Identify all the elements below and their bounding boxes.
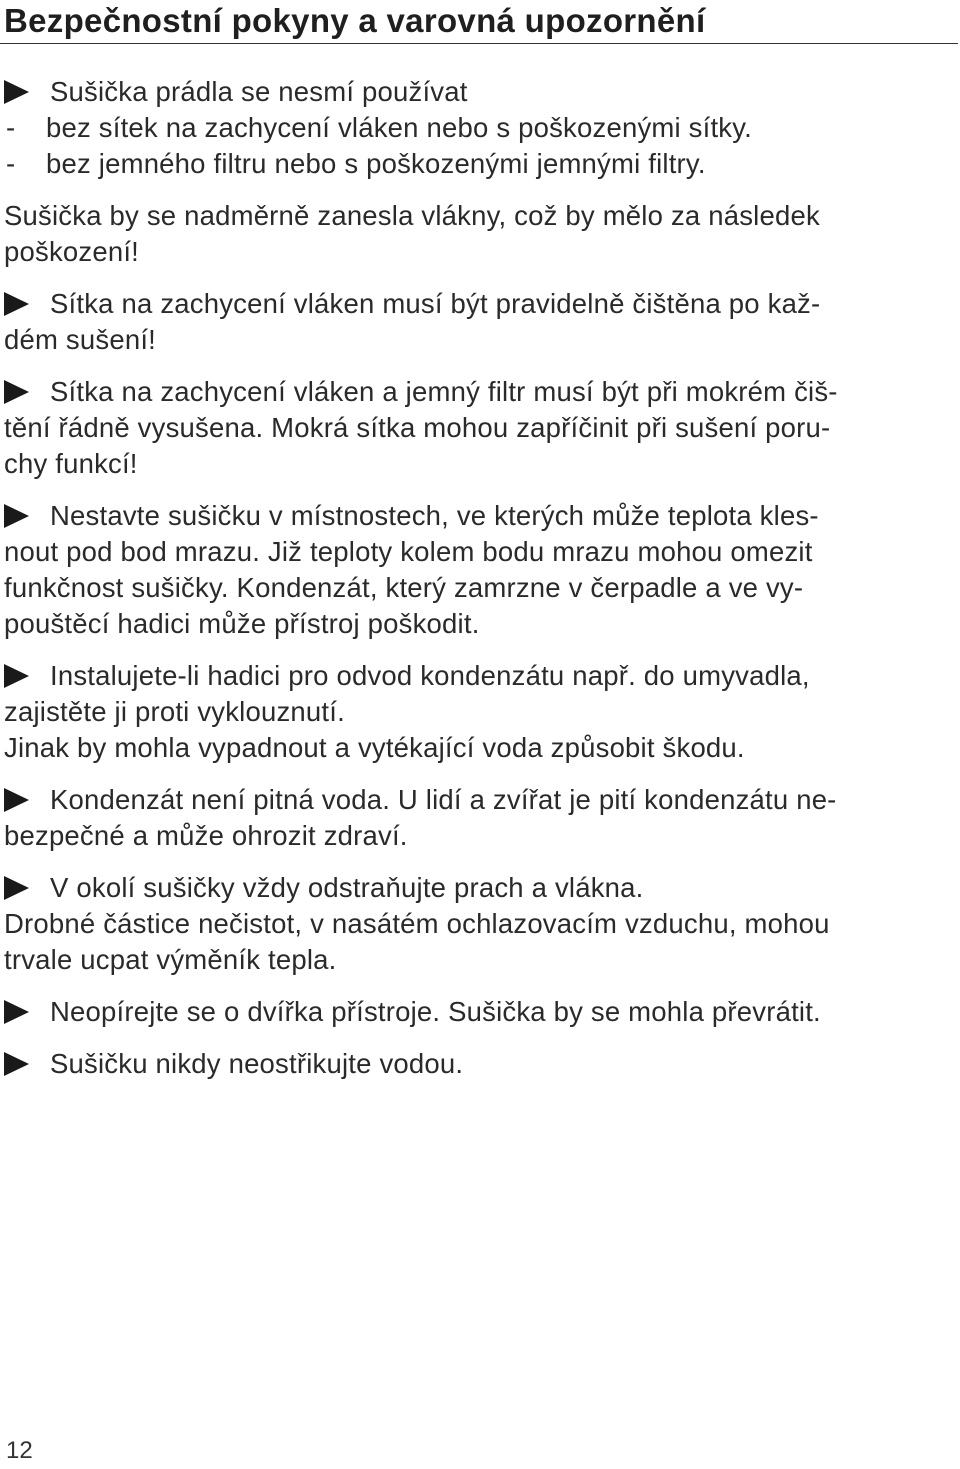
bullet-triangle-icon xyxy=(4,292,29,316)
instruction-text: Nestavte sušičku v místnostech, ve kterých může teplota kles- xyxy=(50,500,819,531)
paragraph-line: poškození! xyxy=(4,236,140,267)
dash-list-item xyxy=(4,146,954,182)
instruction-text: Neopírejte se o dvířka přístroje. Sušička by se mohla převrátit. xyxy=(50,996,821,1027)
instruction-item xyxy=(4,782,954,854)
page-number: 12 xyxy=(6,1437,33,1464)
instruction-text: Drobné částice nečistot, v nasátém ochlazovacím vzduchu, mohou xyxy=(4,908,830,939)
bullet-triangle-icon xyxy=(4,664,29,688)
safety-instructions xyxy=(4,74,954,1082)
bullet-triangle-icon xyxy=(4,1052,29,1076)
instruction-item xyxy=(4,74,954,110)
instruction-item xyxy=(4,498,954,642)
title-divider xyxy=(0,43,958,44)
bullet-triangle-icon xyxy=(4,788,29,812)
dash-marker: - xyxy=(6,112,16,143)
instruction-item xyxy=(4,994,954,1030)
paragraph-line: Sušička by se nadměrně zanesla vlákny, což by mělo za následek xyxy=(4,200,820,231)
instruction-text: bezpečné a může ohrozit zdraví. xyxy=(4,820,408,851)
dash-list-text: bez sítek na zachycení vláken nebo s poškozenými sítky. xyxy=(46,112,752,143)
instruction-text: funkčnost sušičky. Kondenzát, který zamrzne v čerpadle a ve vy- xyxy=(4,572,804,603)
instruction-text: Sítka na zachycení vláken musí být pravidelně čištěna po kaž- xyxy=(50,288,821,319)
instruction-text: Jinak by mohla vypadnout a vytékající voda způsobit škodu. xyxy=(4,732,745,763)
instruction-item xyxy=(4,658,954,766)
instruction-text: Kondenzát není pitná voda. U lidí a zvířat je pití kondenzátu ne- xyxy=(50,784,837,815)
instruction-item xyxy=(4,286,954,358)
page-title: Bezpečnostní pokyny a varovná upozornění xyxy=(4,2,706,39)
bullet-triangle-icon xyxy=(4,80,29,104)
instruction-text: Sítka na zachycení vláken a jemný filtr musí být při mokrém čiš- xyxy=(50,376,838,407)
bullet-triangle-icon xyxy=(4,504,29,528)
instruction-text: dém sušení! xyxy=(4,324,156,355)
bullet-triangle-icon xyxy=(4,380,29,404)
instruction-item xyxy=(4,870,954,978)
instruction-item xyxy=(4,374,954,482)
instruction-text: trvale ucpat výměník tepla. xyxy=(4,944,337,975)
instruction-text: Sušička prádla se nesmí používat xyxy=(50,76,468,107)
bullet-triangle-icon xyxy=(4,1000,29,1024)
instruction-text: chy funkcí! xyxy=(4,448,138,479)
dash-list-text: bez jemného filtru nebo s poškozenými jemnými filtry. xyxy=(46,148,706,179)
instruction-text: pouštěcí hadici může přístroj poškodit. xyxy=(4,608,480,639)
instruction-text: nout pod bod mrazu. Již teploty kolem bodu mrazu mohou omezit xyxy=(4,536,813,567)
instruction-text: V okolí sušičky vždy odstraňujte prach a vlákna. xyxy=(50,872,644,903)
dash-list-item xyxy=(4,110,954,146)
warning-paragraph xyxy=(4,198,954,270)
bullet-triangle-icon xyxy=(4,876,29,900)
instruction-item xyxy=(4,1046,954,1082)
instruction-text: Instalujete-li hadici pro odvod kondenzátu např. do umyvadla, xyxy=(50,660,810,691)
instruction-text: zajistěte ji proti vyklouznutí. xyxy=(4,696,345,727)
dash-marker: - xyxy=(6,148,16,179)
instruction-text: Sušičku nikdy neostřikujte vodou. xyxy=(50,1048,464,1079)
instruction-text: tění řádně vysušena. Mokrá sítka mohou zapříčinit při sušení poru- xyxy=(4,412,831,443)
